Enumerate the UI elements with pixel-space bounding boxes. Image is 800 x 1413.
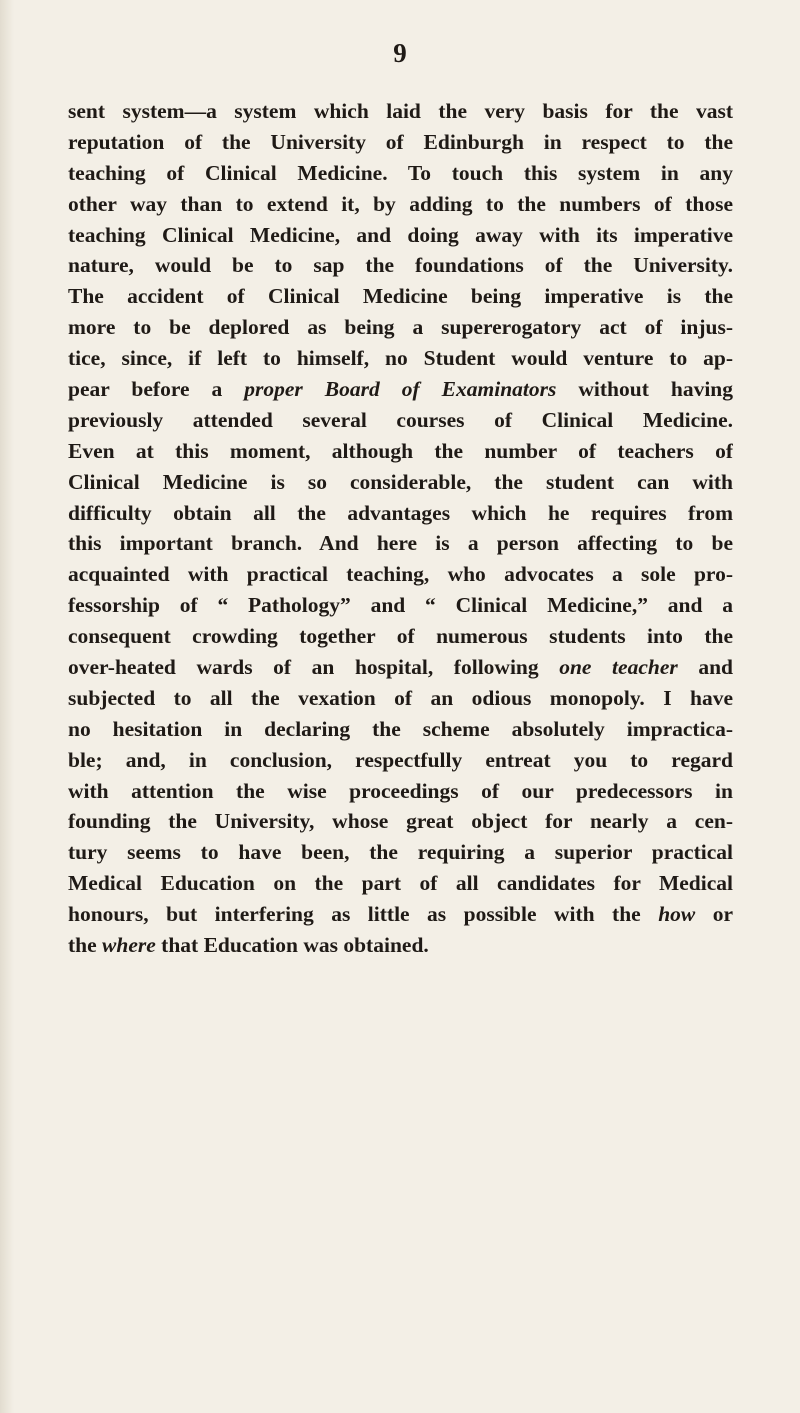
text-line: fessorship of “ Pathology” and “ Clinical Medicine,” and a: [68, 593, 733, 618]
text-line: difficulty obtain all the advantages which he requires from: [68, 500, 733, 525]
text-line: The accident of Clinical Medicine being imperative is the: [68, 284, 733, 309]
page-edge-shadow: [0, 0, 14, 1413]
text-line: Clinical Medicine is so considerable, the student can with: [68, 469, 733, 494]
text-line: pear before a proper Board of Examinators without having: [68, 377, 733, 402]
text-line: nature, would be to sap the foundations of the University.: [68, 253, 733, 278]
italic-phrase: where: [102, 933, 156, 958]
text-line: founding the University, whose great object for nearly a cen-: [68, 809, 733, 834]
text-line: acquainted with practical teaching, who advocates a sole pro-: [68, 562, 733, 587]
text-line: Even at this moment, although the number of teachers of: [68, 438, 733, 463]
text-line: previously attended several courses of Clinical Medicine.: [68, 407, 733, 432]
italic-phrase: proper Board of Examinators: [244, 377, 557, 402]
text-line: other way than to extend it, by adding to the numbers of those: [68, 191, 733, 216]
text-line: ble; and, in conclusion, respectfully entreat you to regard: [68, 747, 733, 772]
italic-phrase: how: [658, 902, 696, 927]
text-line: more to be deplored as being a supererogatory act of injus-: [68, 315, 733, 340]
page-number: 9: [393, 38, 407, 68]
text-line: teaching of Clinical Medicine. To touch this system in any: [68, 160, 733, 185]
body-paragraph: [68, 96, 733, 961]
text-line: this important branch. And here is a person affecting to be: [68, 531, 733, 556]
italic-phrase: one teacher: [559, 655, 678, 680]
text-line: sent system—a system which laid the very basis for the vast: [68, 99, 733, 123]
text-line: Medical Education on the part of all candidates for Medical: [68, 871, 733, 896]
text-line: no hesitation in declaring the scheme absolutely impractica-: [68, 716, 733, 741]
text-line: with attention the wise proceedings of our predecessors in: [68, 778, 733, 803]
text-line: tice, since, if left to himself, no Student would venture to ap-: [68, 346, 733, 371]
text-line: honours, but interfering as little as possible with the how or: [68, 902, 733, 927]
text-line: subjected to all the vexation of an odious monopoly. I have: [68, 685, 733, 710]
text-line: consequent crowding together of numerous students into the: [68, 624, 733, 649]
text-line: over-heated wards of an hospital, following one teacher and: [68, 655, 733, 680]
text-line: teaching Clinical Medicine, and doing away with its imperative: [68, 222, 733, 247]
text-line: reputation of the University of Edinburgh in respect to the: [68, 129, 733, 154]
text-line: tury seems to have been, the requiring a superior practical: [68, 840, 733, 865]
text-line-last: the where that Education was obtained.: [68, 933, 429, 958]
